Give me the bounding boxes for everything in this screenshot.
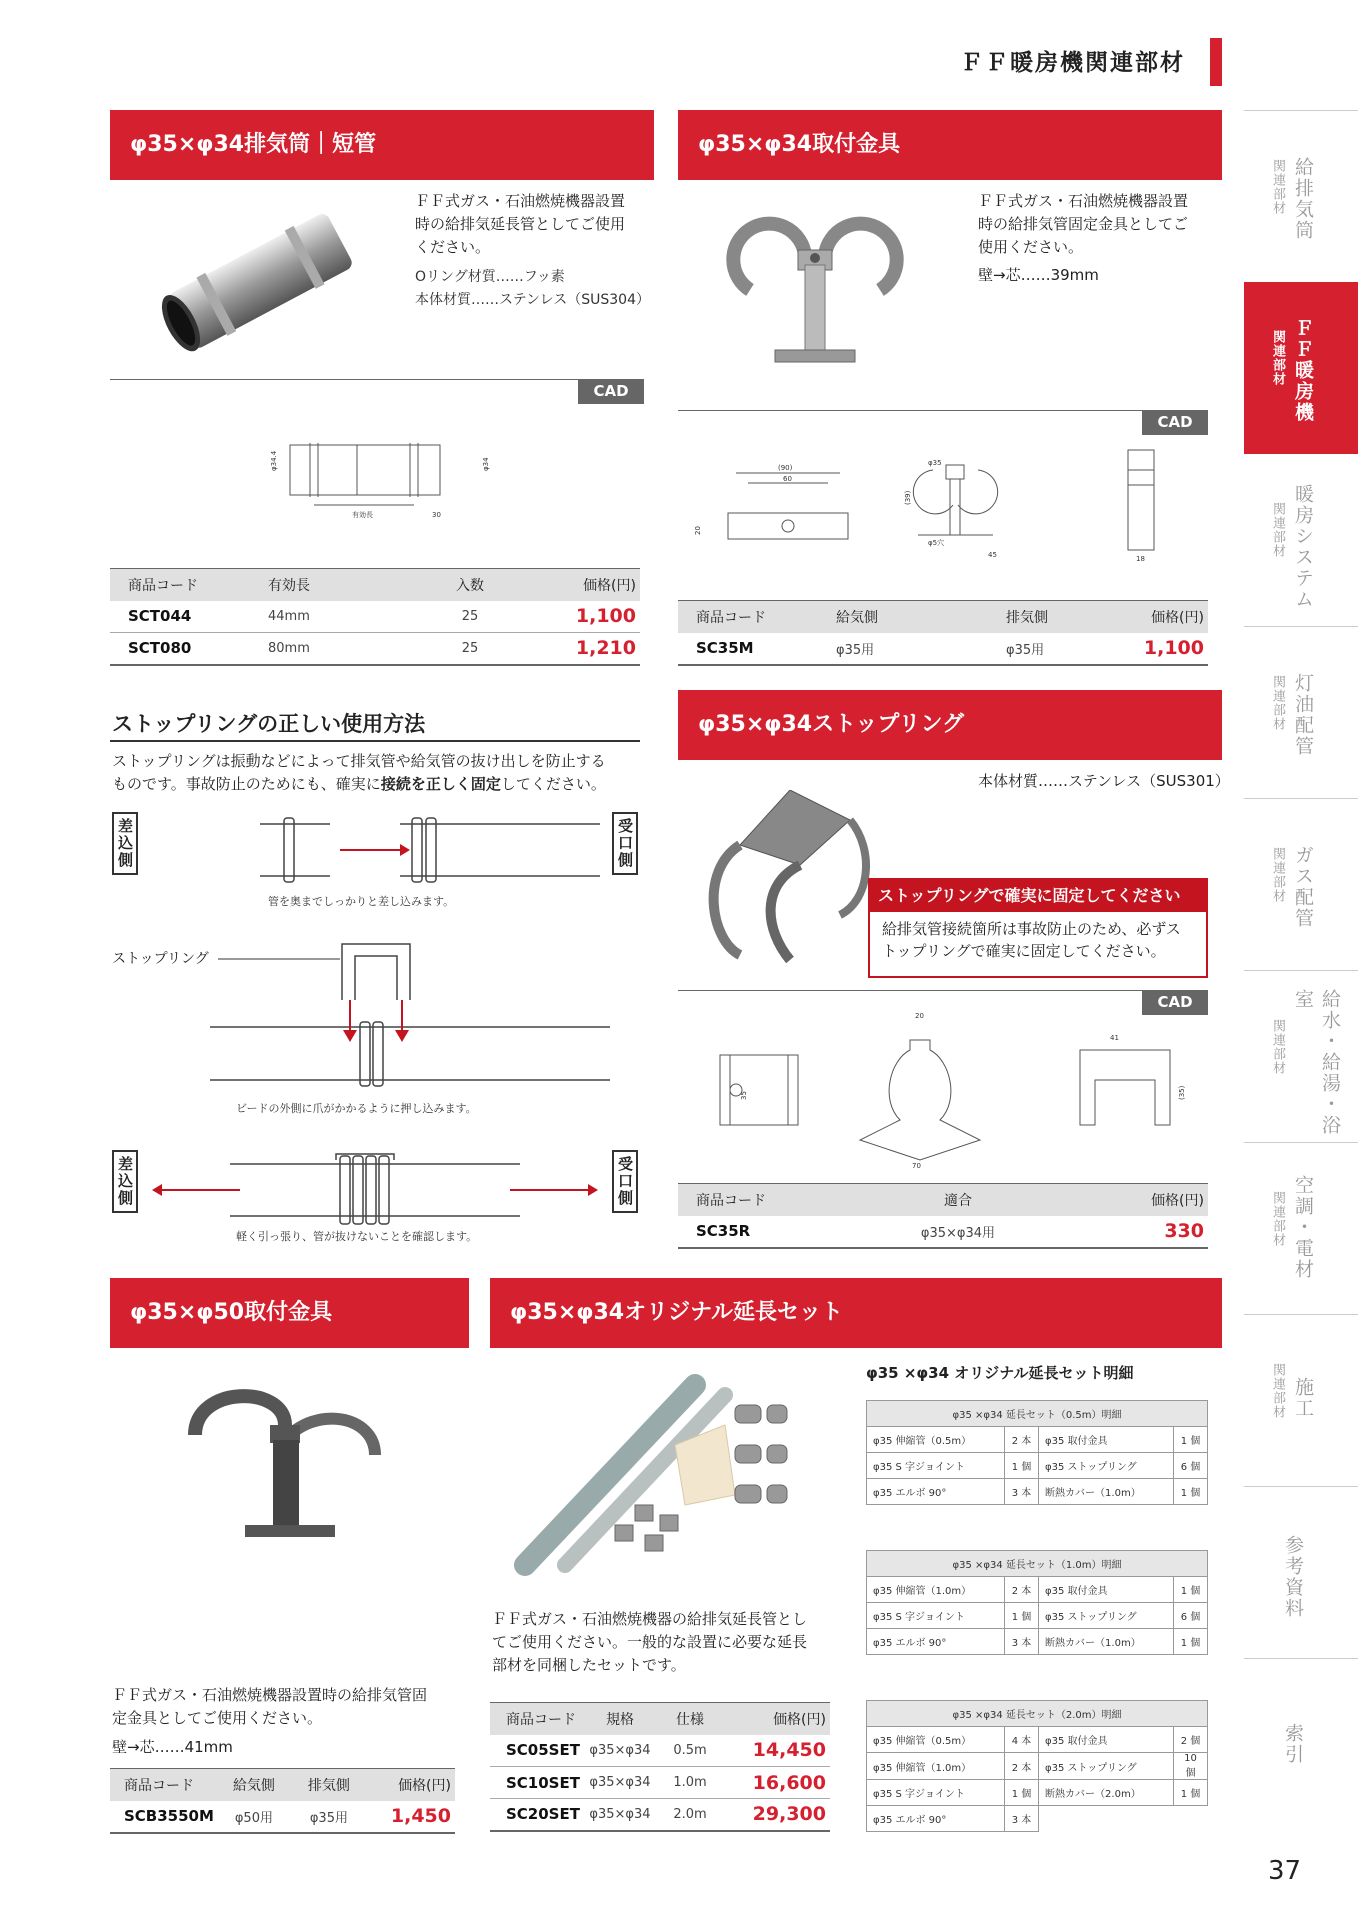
table-row (678, 1216, 1208, 1248)
sidebar-item-sub: 関連部材 (1270, 1191, 1285, 1247)
bracket-50-price-table (110, 1768, 455, 1834)
spec-line: Oリング材質……フッ素 (415, 269, 565, 285)
sidebar-item-label: 施工 (1292, 1377, 1314, 1419)
sidebar-item-heating-system[interactable] (1244, 454, 1358, 626)
col-header: 規格 (580, 1703, 660, 1735)
dim-label: φ35 (928, 459, 942, 467)
section-title-bracket-35: φ35×φ34取付金具 (678, 110, 1218, 180)
item: φ35 取付金具 (1039, 1577, 1174, 1603)
notice-line: トップリングで確実に固定してください。 (882, 942, 1166, 960)
table-row (867, 1427, 1208, 1453)
col-header: 価格(円) (1108, 601, 1208, 633)
col-header: 商品コード (110, 569, 250, 601)
sidebar-item-sub: 関連部材 (1270, 502, 1285, 558)
sidebar-item-exhaust[interactable] (1244, 110, 1358, 282)
qty: 1 個 (1174, 1780, 1208, 1806)
extension-set-photo (505, 1365, 815, 1585)
sidebar-item-water[interactable] (1244, 970, 1358, 1142)
socket-side-label: 受口側 (612, 812, 638, 875)
sidebar-item-sub: 関連部材 (1270, 159, 1285, 215)
divider (110, 379, 640, 380)
divider (678, 410, 1208, 411)
spec: 2.0m (660, 1799, 720, 1831)
table-row (110, 633, 640, 665)
item: φ35 エルボ 90° (867, 1629, 1005, 1655)
item: φ35 S 字ジョイント (867, 1603, 1005, 1629)
item: 断熱カバー（1.0m） (1039, 1629, 1174, 1655)
sidebar-item-sub: 関連部材 (1270, 1019, 1285, 1075)
col-header: 給気側 (818, 601, 988, 633)
sidebar-item-label: ガス配管 (1292, 845, 1314, 929)
sidebar-item-kerosene[interactable] (1244, 626, 1358, 798)
bracket-50-description (112, 1684, 427, 1730)
section-title-short-pipe: φ35×φ34排気筒｜短管 (110, 110, 650, 180)
intake-side: φ50用 (214, 1801, 294, 1833)
exhaust-side: φ35用 (988, 633, 1108, 665)
col-header: 価格(円) (720, 1703, 830, 1735)
table-row (110, 1801, 455, 1833)
sidebar-item-construction[interactable] (1244, 1314, 1358, 1486)
sidebar-item-sub: 関連部材 (1270, 675, 1285, 731)
qty: 10 個 (1174, 1753, 1208, 1780)
table-row (490, 1767, 830, 1799)
sidebar-item-gas[interactable] (1244, 798, 1358, 970)
table-row (490, 1799, 830, 1831)
stop-ring-spec: 本体材質……ステンレス（SUS301） (978, 772, 1230, 790)
product-code: SCT080 (110, 633, 250, 665)
cad-badge[interactable]: CAD (1142, 410, 1208, 435)
item: φ35 取付金具 (1039, 1727, 1174, 1753)
desc-line: 時の給排気延長管としてご使用 (415, 215, 626, 233)
desc-line: 時の給排気管固定金具としてご (978, 215, 1189, 233)
extension-set-price-table (490, 1702, 830, 1832)
bracket-35-description (978, 190, 1188, 259)
item: φ35 取付金具 (1039, 1427, 1174, 1453)
dim-label: 70 (912, 1162, 921, 1170)
sidebar-item-label: 索引 (1282, 1723, 1304, 1765)
item: φ35 伸縮管（0.5m） (867, 1427, 1005, 1453)
quantity: 25 (420, 601, 520, 633)
desc-line: 定金具としてご使用ください。 (112, 1709, 323, 1727)
item (1039, 1806, 1174, 1832)
price: 1,100 (1108, 633, 1208, 665)
item: 断熱カバー（1.0m） (1039, 1479, 1174, 1505)
item: φ35 エルボ 90° (867, 1806, 1005, 1832)
qty: 6 個 (1174, 1453, 1208, 1479)
col-header: 価格(円) (364, 1769, 455, 1801)
short-pipe-price-table (110, 568, 640, 666)
qty: 4 本 (1005, 1727, 1039, 1753)
standard: φ35×φ34 (580, 1735, 660, 1767)
desc-emphasis: 接続を正しく固定 (380, 775, 501, 793)
col-header: 商品コード (678, 1184, 848, 1216)
sidebar-item-ff-heater[interactable] (1244, 282, 1358, 454)
item: φ35 エルボ 90° (867, 1479, 1005, 1505)
desc-line: ＦＦ式ガス・石油燃焼機器の給排気延長管とし (492, 1610, 808, 1628)
section-title-bracket-50: φ35×φ50取付金具 (110, 1278, 465, 1348)
item: φ35 伸縮管（1.0m） (867, 1577, 1005, 1603)
sidebar-item-sub: 関連部材 (1270, 330, 1285, 386)
spec: 0.5m (660, 1735, 720, 1767)
sidebar-item-aircon[interactable] (1244, 1142, 1358, 1314)
product-code: SC35R (678, 1216, 848, 1248)
fit: φ35×φ34用 (848, 1216, 1068, 1248)
notice-body (870, 912, 1206, 968)
col-header: 価格(円) (520, 569, 640, 601)
stop-ring-notice (868, 878, 1208, 978)
quantity: 25 (420, 633, 520, 665)
item: φ35 S 字ジョイント (867, 1780, 1005, 1806)
detail-table-head: φ35 ×φ34 延長セット（0.5m）明細 (867, 1401, 1208, 1427)
detail-table-head: φ35 ×φ34 延長セット（1.0m）明細 (867, 1551, 1208, 1577)
bracket-35-spec: 壁→芯……39mm (978, 266, 1099, 284)
table-row (867, 1753, 1208, 1780)
table-row (867, 1780, 1208, 1806)
dim-label: (39) (904, 490, 912, 505)
qty: 3 本 (1005, 1629, 1039, 1655)
dim-label: 41 (1110, 1034, 1119, 1042)
qty: 2 個 (1174, 1727, 1208, 1753)
item: φ35 ストップリング (1039, 1453, 1174, 1479)
qty: 2 本 (1005, 1427, 1039, 1453)
cad-badge[interactable]: CAD (578, 379, 644, 404)
table-row (867, 1453, 1208, 1479)
desc-line: 部材を同梱したセットです。 (492, 1656, 686, 1674)
col-header: 価格(円) (1068, 1184, 1208, 1216)
dim-label: 18 (1136, 555, 1145, 563)
detail-table-head: φ35 ×φ34 延長セット（2.0m）明細 (867, 1701, 1208, 1727)
table-row (867, 1577, 1208, 1603)
howto-step1-diagram (250, 810, 610, 890)
dim-label: (90) (778, 464, 793, 472)
qty: 1 個 (1005, 1780, 1039, 1806)
qty: 3 本 (1005, 1479, 1039, 1505)
notice-title: ストップリングで確実に固定してください (870, 880, 1206, 912)
col-header: 排気側 (294, 1769, 364, 1801)
table-row (490, 1735, 830, 1767)
short-pipe-description (415, 190, 625, 259)
sidebar-item-reference[interactable] (1244, 1486, 1358, 1658)
col-header: 適合 (848, 1184, 1068, 1216)
qty: 1 個 (1174, 1629, 1208, 1655)
sidebar-item-sub: 関連部材 (1270, 847, 1285, 903)
dim-label: 45 (988, 551, 997, 559)
qty: 2 本 (1005, 1577, 1039, 1603)
length: 80mm (250, 633, 420, 665)
qty: 3 本 (1005, 1806, 1039, 1832)
price: 29,300 (720, 1799, 830, 1831)
howto-step3-diagram (150, 1150, 600, 1230)
col-header: 商品コード (110, 1769, 214, 1801)
product-code: SCT044 (110, 601, 250, 633)
section-title-stop-ring: φ35×φ34ストップリング (678, 690, 1218, 760)
qty: 1 個 (1174, 1427, 1208, 1453)
product-code: SC20SET (490, 1799, 580, 1831)
col-header: 給気側 (214, 1769, 294, 1801)
product-code: SC10SET (490, 1767, 580, 1799)
desc-line: てご使用ください。一般的な設置に必要な延長 (492, 1633, 808, 1651)
item: 断熱カバー（2.0m） (1039, 1780, 1174, 1806)
product-code: SC35M (678, 633, 818, 665)
bracket-35-price-table (678, 600, 1208, 666)
price: 1,100 (520, 601, 640, 633)
insert-side-label: 差込側 (112, 812, 138, 875)
sidebar-item-index[interactable] (1244, 1658, 1358, 1808)
table-row (867, 1603, 1208, 1629)
product-code: SC05SET (490, 1735, 580, 1767)
qty: 2 本 (1005, 1753, 1039, 1780)
howto-title: ストップリングの正しい使用方法 (112, 712, 426, 736)
table-row (867, 1479, 1208, 1505)
col-header: 商品コード (490, 1703, 580, 1735)
page-header-title: ＦＦ暖房機関連部材 (960, 50, 1185, 76)
dim-label: 20 (694, 526, 702, 535)
table-row (678, 633, 1208, 665)
notice-line: 給排気管接続箇所は事故防止のため、必ずス (882, 920, 1181, 938)
stop-ring-drawing (700, 1010, 1190, 1170)
desc-line: ものです。事故防止のためにも、確実に (112, 775, 381, 793)
table-row (867, 1629, 1208, 1655)
table-row (110, 601, 640, 633)
dim-label: 60 (783, 475, 792, 483)
col-header: 有効長 (250, 569, 420, 601)
extension-set-description (492, 1608, 807, 1677)
sidebar-item-label: 給排気筒 (1292, 157, 1314, 241)
bracket-50-spec: 壁→芯……41mm (112, 1738, 233, 1756)
qty: 1 個 (1005, 1453, 1039, 1479)
header-accent-bar (1210, 38, 1222, 86)
desc-line: ください。 (415, 238, 491, 256)
dim-label: 20 (915, 1012, 924, 1020)
dim-label: φ34.4 (270, 450, 278, 471)
col-header: 仕様 (660, 1703, 720, 1735)
howto-caption-2: ビードの外側に爪がかかるように押し込みます。 (236, 1102, 477, 1115)
desc-line: ＦＦ式ガス・石油燃焼機器設置時の給排気管固 (112, 1686, 428, 1704)
sidebar-item-label: 灯油配管 (1292, 673, 1314, 757)
sidebar-item-label: 参考資料 (1282, 1535, 1304, 1619)
spec-line: 本体材質……ステンレス（SUS304） (415, 292, 650, 308)
price: 1,210 (520, 633, 640, 665)
price: 16,600 (720, 1767, 830, 1799)
sidebar-item-label: 給水・給湯・浴室 (1292, 989, 1341, 1136)
sidebar-item-sub: 関連部材 (1270, 1363, 1285, 1419)
stop-ring-photo (700, 790, 870, 970)
howto-caption-1: 管を奥までしっかりと差し込みます。 (268, 895, 455, 908)
bracket-35-drawing (688, 445, 1158, 565)
table-row (867, 1727, 1208, 1753)
sidebar-item-label: 暖房システム (1292, 484, 1314, 610)
detail-table-05m (866, 1400, 1208, 1505)
section-title-extension-set: φ35×φ34オリジナル延長セット (490, 1278, 1218, 1348)
short-pipe-spec (415, 266, 650, 312)
col-header: 排気側 (988, 601, 1108, 633)
length: 44mm (250, 601, 420, 633)
dim-label: 有効長 (352, 511, 373, 519)
price: 1,450 (364, 1801, 455, 1833)
bracket-50-photo (185, 1385, 385, 1555)
item: φ35 ストップリング (1039, 1603, 1174, 1629)
item: φ35 ストップリング (1039, 1753, 1174, 1780)
spec: 1.0m (660, 1767, 720, 1799)
price: 330 (1068, 1216, 1208, 1248)
insert-side-label-2: 差込側 (112, 1150, 138, 1213)
howto-step2-diagram (210, 930, 620, 1110)
item: φ35 伸縮管（1.0m） (867, 1753, 1005, 1780)
item: φ35 伸縮管（0.5m） (867, 1727, 1005, 1753)
howto-caption-3: 軽く引っ張り、管が抜けないことを確認します。 (236, 1230, 478, 1243)
stop-ring-price-table (678, 1183, 1208, 1249)
col-header: 商品コード (678, 601, 818, 633)
detail-title: φ35 ×φ34 オリジナル延長セット明細 (866, 1364, 1134, 1382)
qty (1174, 1806, 1208, 1832)
dim-label: 35 (740, 1091, 748, 1100)
short-pipe-photo (150, 205, 370, 355)
qty: 1 個 (1174, 1577, 1208, 1603)
standard: φ35×φ34 (580, 1767, 660, 1799)
qty: 1 個 (1005, 1603, 1039, 1629)
socket-side-label-2: 受口側 (612, 1150, 638, 1213)
intake-side: φ35用 (818, 633, 988, 665)
col-header: 入数 (420, 569, 520, 601)
qty: 1 個 (1174, 1479, 1208, 1505)
detail-table-10m (866, 1550, 1208, 1655)
cad-badge[interactable]: CAD (1142, 990, 1208, 1015)
dim-label: φ5穴 (928, 539, 945, 547)
desc-line: ＦＦ式ガス・石油燃焼機器設置 (978, 192, 1189, 210)
detail-table-20m (866, 1700, 1208, 1832)
dim-label: 30 (432, 511, 441, 519)
table-row (867, 1806, 1208, 1832)
desc-line: してください。 (500, 775, 606, 793)
desc-line: 使用ください。 (978, 238, 1084, 256)
sidebar-item-label: 空調・電材 (1292, 1175, 1314, 1280)
item: φ35 S 字ジョイント (867, 1453, 1005, 1479)
price: 14,450 (720, 1735, 830, 1767)
qty: 6 個 (1174, 1603, 1208, 1629)
howto-description (112, 750, 606, 796)
dim-label: (35) (1178, 1085, 1186, 1100)
dim-label: φ34 (482, 457, 490, 471)
product-code: SCB3550M (110, 1801, 214, 1833)
exhaust-side: φ35用 (294, 1801, 364, 1833)
desc-line: ＦＦ式ガス・石油燃焼機器設置 (415, 192, 626, 210)
page-number: 37 (1268, 1856, 1302, 1886)
sidebar-item-label: ＦＦ暖房機 (1292, 318, 1314, 423)
stop-ring-label: ストップリング (112, 951, 209, 967)
standard: φ35×φ34 (580, 1799, 660, 1831)
divider (110, 740, 640, 742)
desc-line: ストップリングは振動などによって排気管や給気管の抜け出しを防止する (112, 752, 606, 770)
divider (678, 990, 1208, 991)
bracket-35-photo (710, 195, 920, 375)
short-pipe-drawing (260, 435, 500, 525)
